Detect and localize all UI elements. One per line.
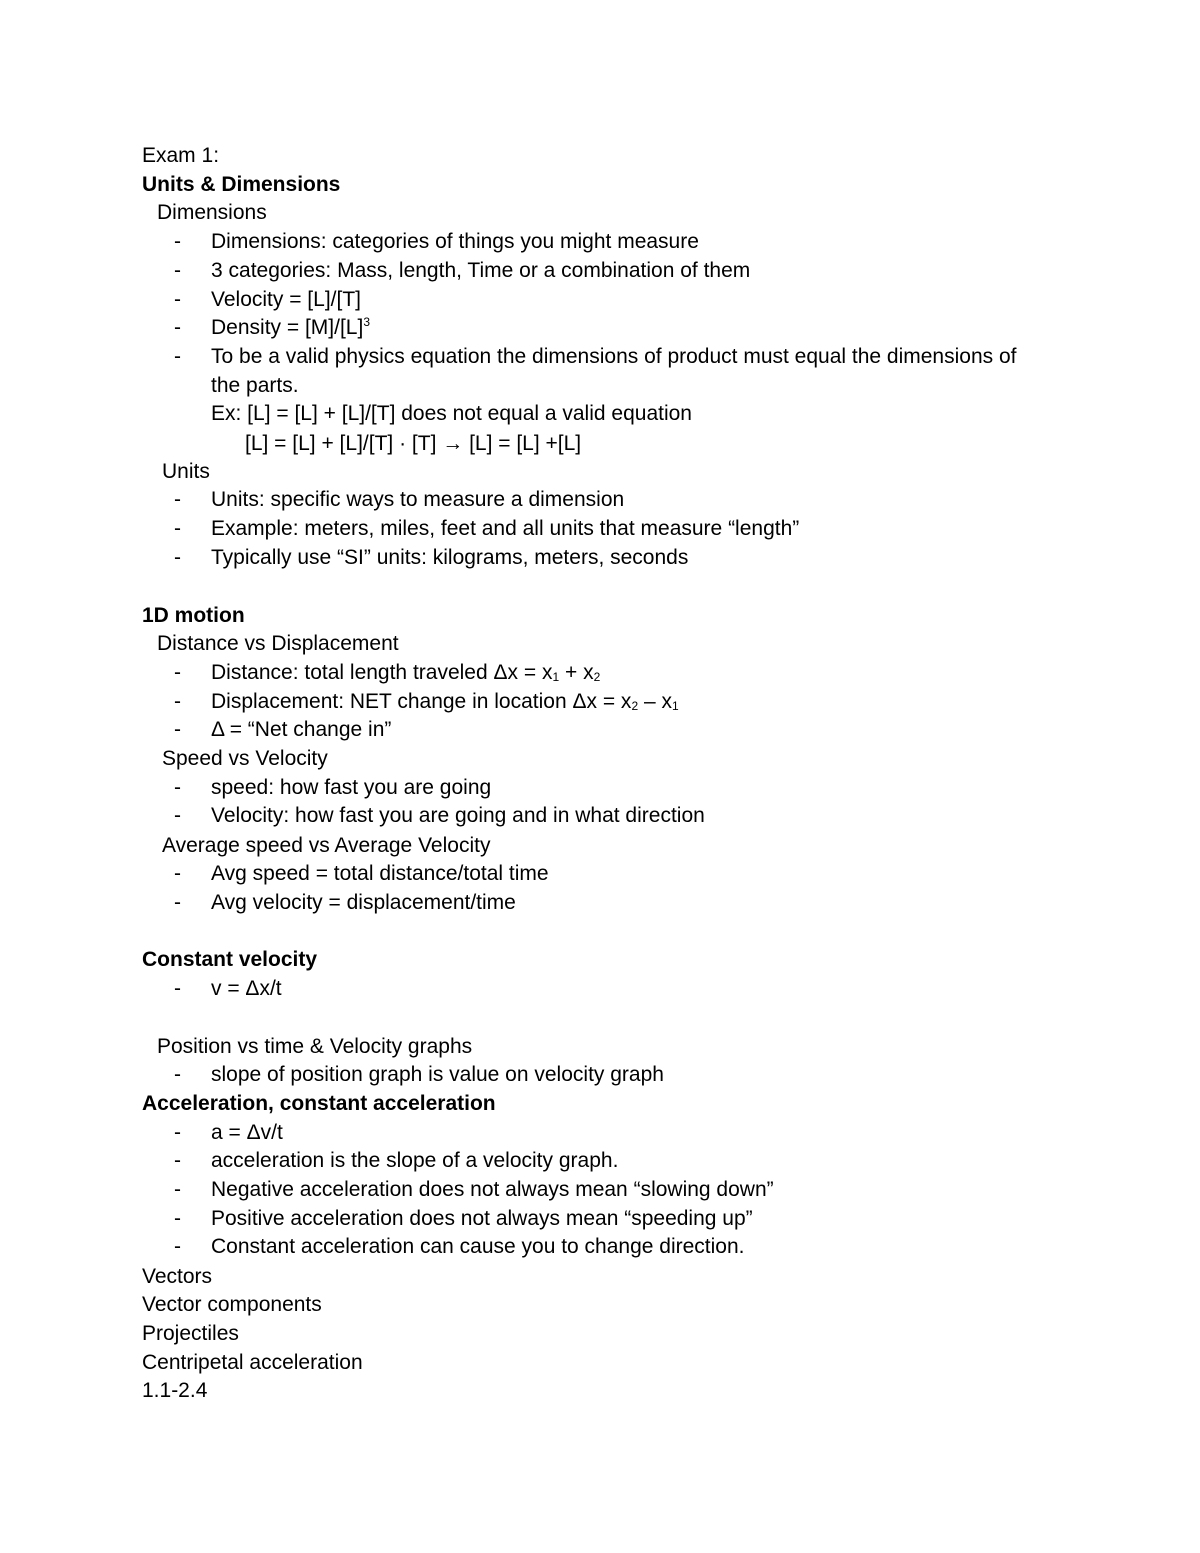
bullet-dash: - <box>174 891 181 914</box>
density-text: Density = [M]/[L] <box>211 316 364 339</box>
example-line: [L] = [L] + [L]/[T] · [T] → [L] = [L] +[L] <box>245 432 582 455</box>
topic-vectors: Vectors <box>142 1265 213 1288</box>
bullet-dash: - <box>174 1178 181 1201</box>
list-item: acceleration is the slope of a velocity graph. <box>211 1149 619 1172</box>
bullet-dash: - <box>174 345 181 368</box>
list-item: To be a valid physics equation the dimensions of product must equal the dimensions of <box>211 345 1017 368</box>
list-item <box>211 689 679 715</box>
subheading-graphs: Position vs time & Velocity graphs <box>157 1035 473 1058</box>
subheading-average: Average speed vs Average Velocity <box>162 834 491 857</box>
list-item: Units: specific ways to measure a dimension <box>211 488 625 511</box>
subheading-speed: Speed vs Velocity <box>162 747 328 770</box>
bullet-dash: - <box>174 862 181 885</box>
topic-centripetal-acceleration: Centripetal acceleration <box>142 1351 363 1374</box>
topic-vector-components: Vector components <box>142 1293 322 1316</box>
list-item: Velocity = [L]/[T] <box>211 288 361 311</box>
list-item: a = Δv/t <box>211 1121 283 1144</box>
bullet-dash: - <box>174 488 181 511</box>
bullet-dash: - <box>174 517 181 540</box>
list-item: speed: how fast you are going <box>211 776 492 799</box>
list-item <box>211 315 370 341</box>
subscript: 2 <box>593 670 601 684</box>
topic-projectiles: Projectiles <box>142 1322 239 1345</box>
list-item: Positive acceleration does not always mean “speeding up” <box>211 1207 753 1230</box>
list-item: Δ = “Net change in” <box>211 718 392 741</box>
bullet-dash: - <box>174 776 181 799</box>
section-heading-1d-motion: 1D motion <box>142 604 245 627</box>
bullet-dash: - <box>174 288 181 311</box>
list-item: Dimensions: categories of things you might measure <box>211 230 699 253</box>
bullet-dash: - <box>174 316 181 339</box>
list-item: Example: meters, miles, feet and all units that measure “length” <box>211 517 800 540</box>
exponent: 3 <box>363 315 370 329</box>
subscript: 2 <box>631 699 639 713</box>
subscript: 1 <box>671 699 679 713</box>
list-item: 3 categories: Mass, length, Time or a combination of them <box>211 259 751 282</box>
bullet-dash: - <box>174 690 181 713</box>
section-range: 1.1-2.4 <box>142 1379 208 1402</box>
bullet-dash: - <box>174 1121 181 1144</box>
list-item: Typically use “SI” units: kilograms, meters, seconds <box>211 546 689 569</box>
bullet-dash: - <box>174 546 181 569</box>
list-item: slope of position graph is value on velocity graph <box>211 1063 664 1086</box>
bullet-dash: - <box>174 1207 181 1230</box>
list-item: Constant acceleration can cause you to change direction. <box>211 1235 745 1258</box>
list-item-continuation: the parts. <box>211 374 299 397</box>
subheading-dimensions: Dimensions <box>157 201 267 224</box>
bullet-dash: - <box>174 718 181 741</box>
list-item: Avg velocity = displacement/time <box>211 891 516 914</box>
bullet-dash: - <box>174 1149 181 1172</box>
subheading-units: Units <box>162 460 210 483</box>
bullet-dash: - <box>174 661 181 684</box>
formula-text: Displacement: NET change in location Δx = x <box>211 690 632 713</box>
formula-text: Distance: total length traveled Δx = x <box>211 661 553 684</box>
section-heading-constant-velocity: Constant velocity <box>142 948 318 971</box>
list-item <box>211 660 600 686</box>
bullet-dash: - <box>174 1235 181 1258</box>
list-item: Avg speed = total distance/total time <box>211 862 549 885</box>
bullet-dash: - <box>174 977 181 1000</box>
doc-title: Exam 1: <box>142 144 220 167</box>
example-line: Ex: [L] = [L] + [L]/[T] does not equal a valid equation <box>211 402 692 425</box>
subscript: 1 <box>552 670 560 684</box>
section-heading-acceleration: Acceleration, constant acceleration <box>142 1092 496 1115</box>
formula-text: + x <box>559 661 594 684</box>
formula-text: – x <box>638 690 672 713</box>
bullet-dash: - <box>174 1063 181 1086</box>
bullet-dash: - <box>174 259 181 282</box>
bullet-dash: - <box>174 804 181 827</box>
list-item: Velocity: how fast you are going and in what direction <box>211 804 705 827</box>
list-item: v = Δx/t <box>211 977 282 1000</box>
subheading-distance: Distance vs Displacement <box>157 632 399 655</box>
list-item: Negative acceleration does not always mean “slowing down” <box>211 1178 774 1201</box>
section-heading-units: Units & Dimensions <box>142 173 341 196</box>
bullet-dash: - <box>174 230 181 253</box>
